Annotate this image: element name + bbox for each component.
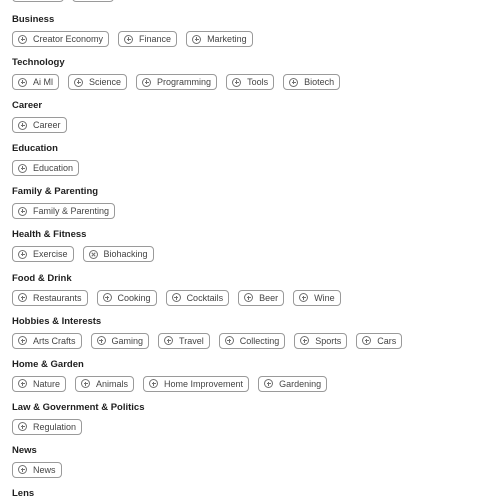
topic-chip-tools[interactable] <box>226 74 274 90</box>
chip-label: Restaurants <box>33 292 82 303</box>
chip-label: News <box>33 464 56 475</box>
topic-section-home-and-garden <box>12 359 500 402</box>
topic-chip-marketing[interactable] <box>186 31 253 47</box>
plus-circle-icon <box>142 78 151 87</box>
topic-section-education <box>12 143 500 186</box>
topic-section-family-and-parenting <box>12 186 500 229</box>
topic-chip-beer[interactable] <box>238 290 284 306</box>
chip-label: Cooking <box>117 292 151 303</box>
chip-label: Marketing <box>207 34 247 44</box>
plus-circle-icon <box>289 78 298 87</box>
topic-section-health-and-fitness <box>12 229 500 272</box>
x-circle-icon <box>89 250 98 259</box>
topic-sections <box>12 14 500 500</box>
plus-circle-icon <box>74 78 83 87</box>
topic-chip-gaming[interactable] <box>91 333 150 349</box>
topic-chip-news[interactable] <box>12 462 62 478</box>
plus-circle-icon <box>244 293 253 302</box>
chip-label: Animals <box>96 378 129 389</box>
plus-circle-icon <box>18 465 27 474</box>
plus-circle-icon <box>18 207 27 216</box>
topic-chip-travel[interactable] <box>158 333 210 349</box>
topic-chip-science[interactable] <box>68 74 127 90</box>
chip-row <box>12 462 500 478</box>
plus-circle-icon <box>81 379 90 388</box>
topic-chip-education[interactable] <box>12 160 79 176</box>
chip-label: Education <box>33 163 74 174</box>
topic-section-career <box>12 100 500 143</box>
chip-label: Creator Economy <box>33 34 104 44</box>
plus-circle-icon <box>264 379 273 388</box>
plus-circle-icon <box>18 336 27 345</box>
plus-circle-icon <box>18 250 27 259</box>
topic-chip-partial[interactable] <box>72 0 114 2</box>
chip-label: Ai Ml <box>33 77 53 88</box>
chip-row <box>12 160 500 176</box>
topic-chip-programming[interactable] <box>136 74 217 90</box>
plus-circle-icon <box>149 379 158 388</box>
topic-chip-biohacking[interactable] <box>83 246 154 262</box>
chip-row <box>12 203 500 219</box>
chip-label: Beer <box>259 292 279 303</box>
topic-chip-gardening[interactable] <box>258 376 327 392</box>
topic-chip-cars[interactable] <box>356 333 402 349</box>
chip-label: Exercise <box>33 249 68 260</box>
plus-circle-icon <box>18 121 27 130</box>
chip-label: Programming <box>157 77 212 88</box>
chip-label: Collecting <box>239 335 280 346</box>
section-title: News <box>12 444 37 456</box>
chip-label: Travel <box>179 335 204 346</box>
chip-label: Biotech <box>304 77 335 88</box>
chip-row <box>12 117 500 133</box>
chip-label: Nature <box>33 378 61 389</box>
topic-chip-animals[interactable] <box>75 376 134 392</box>
section-title: Education <box>12 143 58 155</box>
topic-section-law-and-government-and-politics <box>12 402 500 445</box>
chip-row <box>12 246 500 262</box>
topic-section-lens <box>12 488 500 500</box>
topic-chip-partial[interactable] <box>12 0 64 2</box>
chip-label: Cars <box>377 335 397 346</box>
plus-circle-icon <box>225 336 234 345</box>
topic-chip-family-and-parenting[interactable] <box>12 203 115 219</box>
topic-chip-nature[interactable] <box>12 376 66 392</box>
section-title: Technology <box>12 57 65 69</box>
chip-label: Family & Parenting <box>33 206 110 217</box>
topic-chip-collecting[interactable] <box>219 333 286 349</box>
section-title: Health & Fitness <box>12 229 87 241</box>
chip-row <box>12 419 500 435</box>
section-title: Family & Parenting <box>12 186 99 198</box>
plus-circle-icon <box>124 35 133 44</box>
chip-label: Finance <box>139 34 172 44</box>
plus-circle-icon <box>172 293 181 302</box>
chip-row <box>12 290 500 306</box>
topic-chip-career[interactable] <box>12 117 67 133</box>
plus-circle-icon <box>18 422 27 431</box>
chip-label: Gardening <box>279 378 322 389</box>
plus-circle-icon <box>192 35 201 44</box>
previous-section-chips-partial <box>12 0 114 2</box>
topic-section-hobbies-and-interests <box>12 316 500 359</box>
topic-section-technology <box>12 57 500 100</box>
plus-circle-icon <box>18 35 27 44</box>
topic-chip-biotech[interactable] <box>283 74 340 90</box>
plus-circle-icon <box>103 293 112 302</box>
topic-chip-ai-ml[interactable] <box>12 74 59 90</box>
plus-circle-icon <box>18 379 27 388</box>
topic-chip-wine[interactable] <box>293 290 341 306</box>
section-title: Lens <box>12 488 35 500</box>
chip-row <box>12 376 500 392</box>
topic-chip-regulation[interactable] <box>12 419 82 435</box>
topic-section-news <box>12 445 500 488</box>
topic-chip-sports[interactable] <box>294 333 347 349</box>
chip-label: Arts Crafts <box>33 335 76 346</box>
chip-label: Home Improvement <box>164 378 244 389</box>
topic-section-business <box>12 14 500 57</box>
plus-circle-icon <box>18 293 27 302</box>
chip-label: Tools <box>247 77 269 88</box>
chip-label: Cocktails <box>186 292 224 303</box>
topic-chip-restaurants[interactable] <box>12 290 88 306</box>
topic-chip-home-improvement[interactable] <box>143 376 249 392</box>
plus-circle-icon <box>232 78 241 87</box>
plus-circle-icon <box>18 164 27 173</box>
chip-label: Regulation <box>33 421 77 432</box>
plus-circle-icon <box>362 336 371 345</box>
chip-row <box>12 74 500 90</box>
chip-label: Biohacking <box>103 249 148 260</box>
plus-circle-icon <box>18 78 27 87</box>
chip-label: Wine <box>314 292 335 303</box>
topic-chip-creator-economy[interactable] <box>12 31 109 47</box>
section-title: Business <box>12 14 55 25</box>
section-title: Career <box>12 100 43 112</box>
chip-row <box>12 31 500 47</box>
plus-circle-icon <box>299 293 308 302</box>
topic-section-food-and-drink <box>12 273 500 316</box>
chip-label: Science <box>89 77 122 88</box>
plus-circle-icon <box>164 336 173 345</box>
topic-chip-arts-crafts[interactable] <box>12 333 82 349</box>
section-title: Home & Garden <box>12 358 84 370</box>
section-title: Law & Government & Politics <box>12 401 145 413</box>
chip-label: Gaming <box>111 335 144 346</box>
topic-chip-cocktails[interactable] <box>166 290 230 306</box>
topic-chip-cooking[interactable] <box>97 290 157 306</box>
topic-chip-finance[interactable] <box>118 31 177 47</box>
plus-circle-icon <box>97 336 106 345</box>
section-title: Hobbies & Interests <box>12 315 102 327</box>
chip-label: Sports <box>315 335 342 346</box>
topic-chip-exercise[interactable] <box>12 246 74 262</box>
chip-label: Career <box>33 120 61 131</box>
chip-row <box>12 333 500 349</box>
plus-circle-icon <box>300 336 309 345</box>
section-title: Food & Drink <box>12 272 72 284</box>
